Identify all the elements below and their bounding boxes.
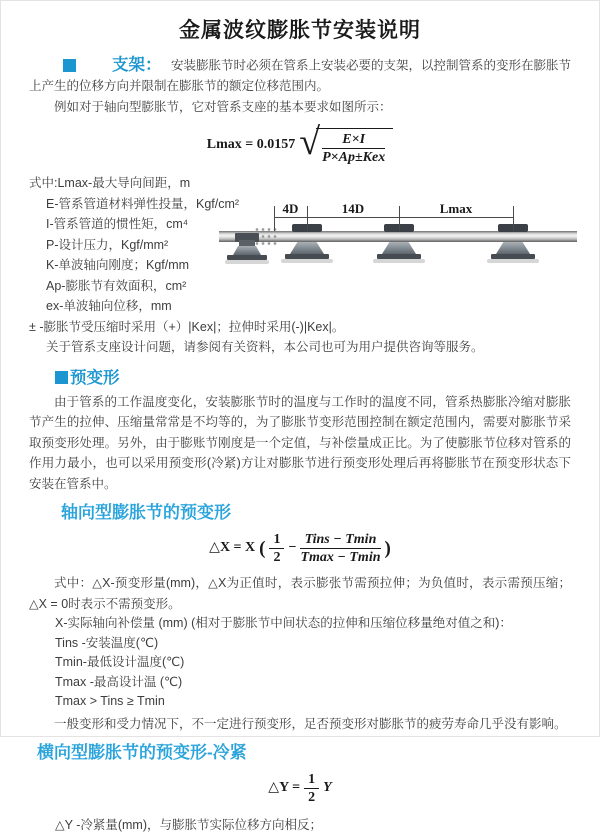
close-paren: ) xyxy=(384,537,391,559)
predeform-body-paragraph: 由于管系的工作温度变化，安装膨胀节时的温度与工作时的温度不同，管系热膨胀冷缩对膨胀节产生的拉伸、压缩量常常是不均等的，为了膨胀节变形范围控制在额定范围内，需要对膨胀节采取预变形处理。另外，由于膨账节刚度是一个定值，与补偿量成正比。为了使膨胀节位移对管系的作用力最小，也可以采用预变形(冷紧)方让对膨胀节进行预变形处理后再将膨胀节在预变形状态下安装在管系中。 xyxy=(29,394,571,491)
fraction-numerator: E×I xyxy=(322,132,385,149)
page-title: 金属波纹膨胀节安装说明 xyxy=(179,19,421,42)
lateral-note-line: △Y -冷紧量(mm)，与膨胀节实际位移方向相反； xyxy=(55,818,323,832)
dimension-tick xyxy=(513,206,514,231)
support-example-line: 例如对于轴向型膨胀节，它对管系支座的基本要求如图所示： xyxy=(54,99,392,114)
definition-line: P-设计压力，Kgf/mm² xyxy=(46,237,169,252)
tmax-line: Tmax -最高设计温 (℃) xyxy=(55,674,183,689)
axial-formula-explanation: 式中：△X-预变形量(mm)，△X为正值时，表示膨张节需预拉伸；为负值时，表示需预压缩；△X = 0时表示不需预变形。 xyxy=(29,576,571,611)
support-intro-text: 安装膨胀节时必须在管系上安装必要的支架，以控制管系的变形在膨胀节上产生的位移方向并限制在膨胀节的额定位移范围内。 xyxy=(29,58,571,93)
axial-predeform-formula xyxy=(29,532,571,565)
x-definition-line: X-实际轴向补偿量 (mm) (相对于膨胀节中间状态的拉伸和压缩位移量绝对值之和)： xyxy=(55,616,512,630)
radical-sign: √ xyxy=(299,121,321,163)
axial-subheading: 轴向型膨胀节的预变形 xyxy=(61,503,231,522)
dimension-label-14d: 14D xyxy=(341,201,365,216)
lateral-formula-rhs: Y xyxy=(323,780,332,796)
lateral-subheading: 横向型膨胀节的预变形-冷紧 xyxy=(37,743,247,762)
lmax-formula-lhs: Lmax = 0.0157 xyxy=(206,136,296,152)
definition-line: ± -膨胀节受压缩时采用（+）|Kex|；拉伸时采用(-)|Kex|。 xyxy=(29,319,345,334)
lmax-formula xyxy=(29,121,571,165)
temperature-inequality: Tmax > Tins ≥ Tmin xyxy=(55,694,165,708)
temperature-fraction: $\frac{\text{Tins − Tmin}}{Tmax - Tmin}$ xyxy=(300,532,381,565)
tins-line: Tins -安装温度(℃) xyxy=(55,635,159,650)
dimension-line xyxy=(274,217,513,218)
fraction-denominator: P×Ap±Kex xyxy=(322,150,386,165)
definition-line: I-管系管道的惯性矩，cm⁴ xyxy=(46,217,189,231)
tmin-line: Tmin-最低设计温度(℃) xyxy=(55,655,185,669)
predeform-section-heading xyxy=(55,368,571,388)
definition-line: 关于管系支座设计问题，请参阅有关资料，本公司也可为用户提供咨询等服务。 xyxy=(46,340,484,354)
definition-line: 式中:Lmax-最大导向间距，m xyxy=(29,176,191,190)
pipe-support-diagram xyxy=(217,201,579,273)
lateral-predeform-formula xyxy=(29,772,571,805)
blue-square-icon xyxy=(63,59,76,72)
half-fraction: $\frac{1}{2}$ xyxy=(269,532,284,565)
definition-line: E-管系管道材料弹性投量，Kgf/cm² xyxy=(46,196,240,211)
minus-sign: − xyxy=(288,540,297,556)
dimension-label-lmax: Lmax xyxy=(439,201,473,216)
lateral-formula-lhs: △Y = xyxy=(268,780,301,796)
sqrt-fraction xyxy=(322,132,385,165)
definition-line: Ap-膨胀节有效面积，cm² xyxy=(46,278,187,293)
anchor-support xyxy=(225,224,269,264)
support-heading-label: 支架： xyxy=(112,56,162,74)
sqrt-expression xyxy=(299,121,393,165)
definition-line: ex-单波轴向位移，mm xyxy=(46,299,172,313)
support-intro-paragraph xyxy=(29,55,571,97)
document-page xyxy=(1,1,599,836)
dimension-label-4d: 4D xyxy=(282,201,299,216)
definition-line: K-单波轴向刚度；Kgf/mm xyxy=(46,258,190,272)
axial-note-line: 一般变形和受力情况下，不一定进行预变形，足否预变形对膨胀节的疲劳寿命几乎没有影响。 xyxy=(54,716,567,731)
half-fraction: $\frac{1}{2}$ xyxy=(304,772,319,805)
blue-square-icon xyxy=(55,371,68,384)
predeform-heading-label: 预变形 xyxy=(70,368,120,387)
axial-formula-lhs: △X = X xyxy=(209,540,256,556)
symbol-definitions xyxy=(29,173,571,358)
open-paren: ( xyxy=(259,537,266,559)
support-section-heading xyxy=(63,55,162,75)
